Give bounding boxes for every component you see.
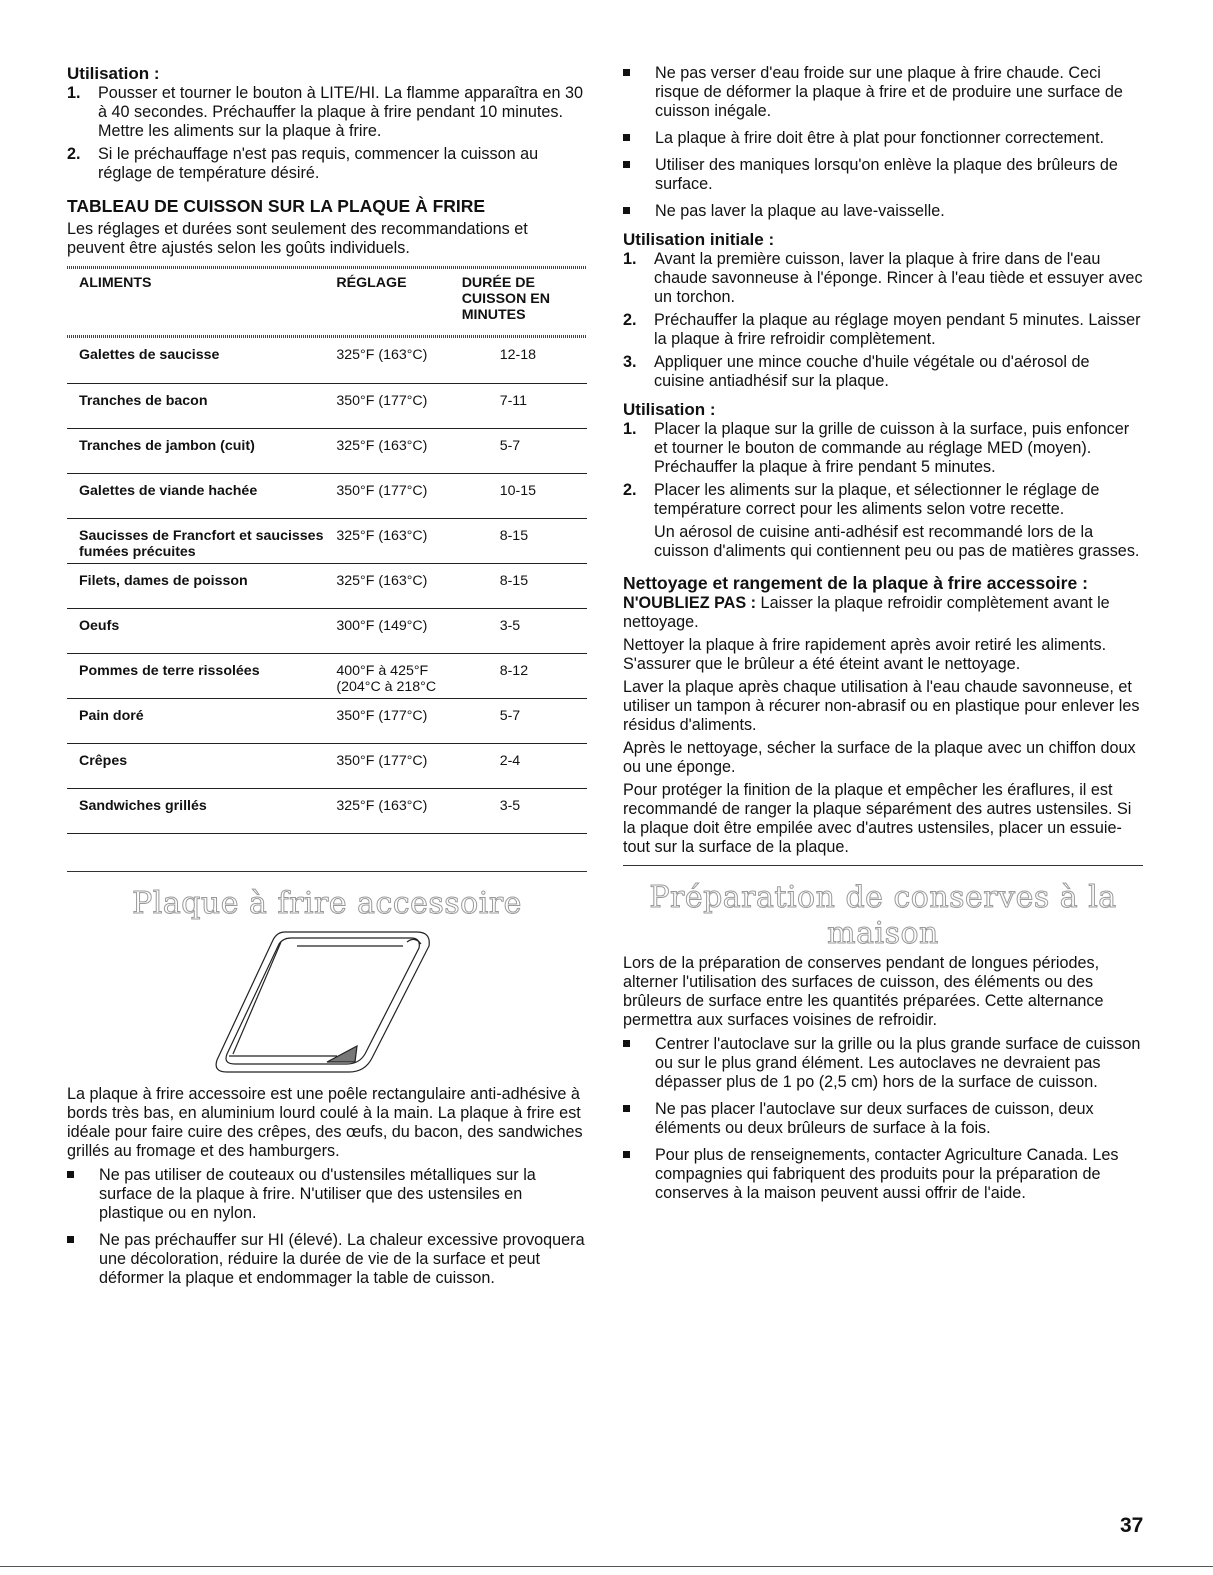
use-heading-right: Utilisation : (623, 400, 716, 419)
cooking-chart (67, 269, 587, 834)
cleaning-heading: Nettoyage et rangement de la plaque à frire accessoire : (623, 573, 1088, 593)
bullet-square-icon (67, 1171, 74, 1178)
canning-intro: Lors de la préparation de conserves pendant de longues périodes, alterner l'utilisation des surfaces de cuisson, des éléments ou des brûleurs de surface entre les quantités préparées. Cette alternance permettra aux surfaces voisines de refroidir. (623, 954, 1104, 1029)
food-cell: Tranches de jambon (cuit) (67, 428, 336, 473)
bullet-square-icon (623, 69, 630, 76)
bullet-text: La plaque à frire doit être à plat pour fonctionner correctement. (655, 129, 1105, 147)
time-cell: 12-18 (462, 338, 587, 383)
canning-bullets (623, 1035, 1143, 1203)
cleaning-paragraph: Pour protéger la finition de la plaque et empêcher les éraflures, il est recommandé de ranger la plaque séparément des autres ustensiles. Si la plaque doit être empilée avec d'autres ustensiles, placer un essuie-tout sur la surface de la plaque. (623, 781, 1132, 856)
section-divider (67, 871, 587, 872)
use-steps (67, 84, 587, 183)
table-row (67, 428, 587, 473)
cleaning-lead-text: Laisser la plaque refroidir complètement avant le nettoyage. (623, 594, 1110, 631)
bullet-item (623, 156, 1143, 194)
header-duree: DURÉE DE CUISSON EN MINUTES (461, 275, 550, 323)
table-row (67, 788, 587, 833)
time-cell: 8-15 (462, 563, 587, 608)
time-cell: 5-7 (462, 428, 587, 473)
time-cell: 5-7 (462, 698, 587, 743)
step-text: Appliquer une mince couche d'huile végétale ou d'aérosol de cuisine antiadhésif sur la plaque. (654, 353, 1090, 390)
griddle-care-bullets (623, 64, 1143, 221)
griddle-section-title: Plaque à frire accessoire (132, 885, 522, 921)
setting-cell: 350°F (177°C) (336, 743, 461, 788)
setting-cell: 400°F à 425°F (204°C à 218°C (336, 653, 461, 698)
step-text: Préchauffer la plaque au réglage moyen pendant 5 minutes. Laisser la plaque à frire refroidir complètement. (654, 311, 1141, 348)
setting-cell: 350°F (177°C) (336, 383, 461, 428)
canning-section-title: Préparation de conserves à la maison (649, 880, 1117, 951)
header-aliments: ALIMENTS (79, 275, 152, 291)
bullet-item (623, 1100, 1143, 1138)
setting-cell: 325°F (163°C) (336, 428, 461, 473)
step-item (623, 250, 1143, 307)
food-cell: Pain doré (67, 698, 336, 743)
bullet-text: Ne pas verser d'eau froide sur une plaque à frire chaude. Ceci risque de déformer la plaque à frire et de produire une surface de cuisson inégale. (655, 64, 1123, 120)
step-number: 3. (623, 353, 637, 371)
step-item (623, 311, 1143, 349)
bullet-item (623, 1035, 1143, 1092)
bullet-square-icon (623, 161, 630, 168)
table-intro: Les réglages et durées sont seulement des recommandations et peuvent être ajustés selon les goûts individuels. (67, 220, 528, 257)
food-cell: Galettes de saucisse (67, 338, 336, 383)
table-row (67, 653, 587, 698)
step-item (67, 145, 587, 183)
bullet-text: Ne pas laver la plaque au lave-vaisselle. (655, 202, 945, 220)
cleaning-paragraph: Laver la plaque après chaque utilisation à l'eau chaude savonneuse, et utiliser un tampon à récurer non-abrasif ou en plastique pour enlever les résidus d'aliments. (623, 678, 1140, 734)
bullet-item (623, 64, 1143, 121)
step-text: Placer la plaque sur la grille de cuisson à la surface, puis enfoncer et tourner le bouton de commande au réglage MED (moyen). Préchauffer la plaque à frire pendant 5 minutes. (654, 420, 1130, 476)
initial-use-steps (623, 250, 1143, 391)
bullet-square-icon (623, 1040, 630, 1047)
setting-cell: 350°F (177°C) (336, 473, 461, 518)
table-row (67, 698, 587, 743)
griddle-illustration (67, 926, 587, 1081)
table-row (67, 563, 587, 608)
footer-rule (0, 1566, 1213, 1567)
bullet-item (67, 1231, 587, 1288)
section-divider-right (623, 865, 1143, 866)
time-cell: 3-5 (462, 788, 587, 833)
page-number: 37 (1120, 1514, 1144, 1537)
food-cell: Oeufs (67, 608, 336, 653)
setting-cell: 300°F (149°C) (336, 608, 461, 653)
bullet-square-icon (67, 1236, 74, 1243)
cleaning-paragraphs (623, 636, 1143, 857)
left-column (67, 64, 587, 1288)
cleaning-paragraph: Nettoyer la plaque à frire rapidement après avoir retiré les aliments. S'assurer que le brûleur a été éteint avant le nettoyage. (623, 636, 1107, 673)
food-cell: Tranches de bacon (67, 383, 336, 428)
bullet-item (67, 1166, 587, 1223)
bullet-item (623, 202, 1143, 221)
bullet-text: Ne pas utiliser de couteaux ou d'ustensiles métalliques sur la surface de la plaque à frire. N'utiliser que des ustensiles en plastique ou en nylon. (99, 1165, 536, 1222)
step-number: 2. (67, 145, 81, 163)
bullet-square-icon (623, 134, 630, 141)
step-number: 1. (623, 250, 637, 268)
step-number: 1. (623, 420, 637, 438)
food-cell: Filets, dames de poisson (67, 563, 336, 608)
step-number: 1. (67, 84, 81, 102)
griddle-bullets (67, 1166, 587, 1288)
use-heading: Utilisation : (67, 64, 160, 83)
bullet-text: Centrer l'autoclave sur la grille ou la plus grande surface de cuisson ou sur le plus grand élément. Les autoclaves ne devraient pas dépasser plus de 1 po (2,5 cm) hors de la surface de cuisson. (655, 1035, 1141, 1091)
step-item (623, 353, 1143, 391)
food-cell: Galettes de viande hachée (67, 473, 336, 518)
time-cell: 8-12 (462, 653, 587, 698)
setting-cell: 350°F (177°C) (336, 698, 461, 743)
time-cell: 3-5 (462, 608, 587, 653)
bullet-text: Utiliser des maniques lorsqu'on enlève la plaque des brûleurs de surface. (655, 156, 1118, 193)
use-note: Un aérosol de cuisine anti-adhésif est recommandé lors de la cuisson d'aliments qui contiennent peu ou pas de matières grasses. (654, 523, 1140, 560)
bullet-square-icon (623, 1105, 630, 1112)
step-item (67, 84, 587, 141)
time-cell: 10-15 (462, 473, 587, 518)
table-row (67, 383, 587, 428)
time-cell: 2-4 (462, 743, 587, 788)
bullet-square-icon (623, 1151, 630, 1158)
cleaning-paragraph: Après le nettoyage, sécher la surface de la plaque avec un chiffon doux ou une éponge. (623, 739, 1136, 776)
food-cell: Crêpes (67, 743, 336, 788)
initial-use-heading: Utilisation initiale : (623, 230, 775, 249)
table-heading: TABLEAU DE CUISSON SUR LA PLAQUE À FRIRE (67, 196, 486, 216)
table-row (67, 608, 587, 653)
bullet-text: Pour plus de renseignements, contacter Agriculture Canada. Les compagnies qui fabriquent des produits pour la préparation de conserves à la maison peuvent aussi offrir de l'aide. (655, 1146, 1119, 1202)
step-item (623, 481, 1143, 519)
table-row (67, 338, 587, 383)
bullet-text: Ne pas préchauffer sur HI (élevé). La chaleur excessive provoquera une décoloration, réduire la durée de vie de la surface et peut déformer la plaque et endommager la table de cuisson. (99, 1230, 585, 1287)
right-column (623, 64, 1143, 1203)
food-cell: Sandwiches grillés (67, 788, 336, 833)
table-row (67, 743, 587, 788)
bullet-item (623, 129, 1143, 148)
use-steps-right (623, 420, 1143, 519)
header-reglage: RÉGLAGE (336, 275, 407, 291)
bullet-square-icon (623, 207, 630, 214)
griddle-description: La plaque à frire accessoire est une poêle rectangulaire anti-adhésive à bords très bas, en aluminium lourd coulé à la main. La plaque à frire est idéale pour faire cuire des crêpes, des œufs, du bacon, des sandwiches grillés au fromage et des hamburgers. (67, 1084, 583, 1160)
food-cell: Saucisses de Francfort et saucisses fumées précuites (67, 518, 336, 563)
setting-cell: 325°F (163°C) (336, 788, 461, 833)
time-cell: 7-11 (462, 383, 587, 428)
table-row (67, 473, 587, 518)
step-number: 2. (623, 311, 637, 329)
step-text: Pousser et tourner le bouton à LITE/HI. La flamme apparaîtra en 30 à 40 secondes. Préchauffer la plaque à frire pendant 10 minutes. Mettre les aliments sur la plaque à frire. (98, 84, 584, 140)
bullet-text: Ne pas placer l'autoclave sur deux surfaces de cuisson, deux éléments ou deux brûleurs de surface à la fois. (655, 1100, 1094, 1137)
table-row (67, 518, 587, 563)
step-text: Avant la première cuisson, laver la plaque à frire dans de l'eau chaude savonneuse à l'éponge. Rincer à l'eau tiède et essuyer avec un torchon. (654, 250, 1143, 306)
bullet-item (623, 1146, 1143, 1203)
griddle-icon (207, 926, 447, 1076)
food-cell: Pommes de terre rissolées (67, 653, 336, 698)
step-text: Si le préchauffage n'est pas requis, commencer la cuisson au réglage de température désiré. (98, 145, 539, 182)
step-text: Placer les aliments sur la plaque, et sélectionner le réglage de température correct pour les aliments selon votre recette. (654, 481, 1100, 518)
setting-cell: 325°F (163°C) (336, 518, 461, 563)
cooking-chart-body (67, 338, 587, 833)
step-number: 2. (623, 481, 637, 499)
setting-cell: 325°F (163°C) (336, 338, 461, 383)
cleaning-lead-paragraph (623, 594, 1143, 632)
step-item (623, 420, 1143, 477)
cleaning-lead: N'OUBLIEZ PAS : (623, 594, 757, 612)
setting-cell: 325°F (163°C) (336, 563, 461, 608)
time-cell: 8-15 (462, 518, 587, 563)
